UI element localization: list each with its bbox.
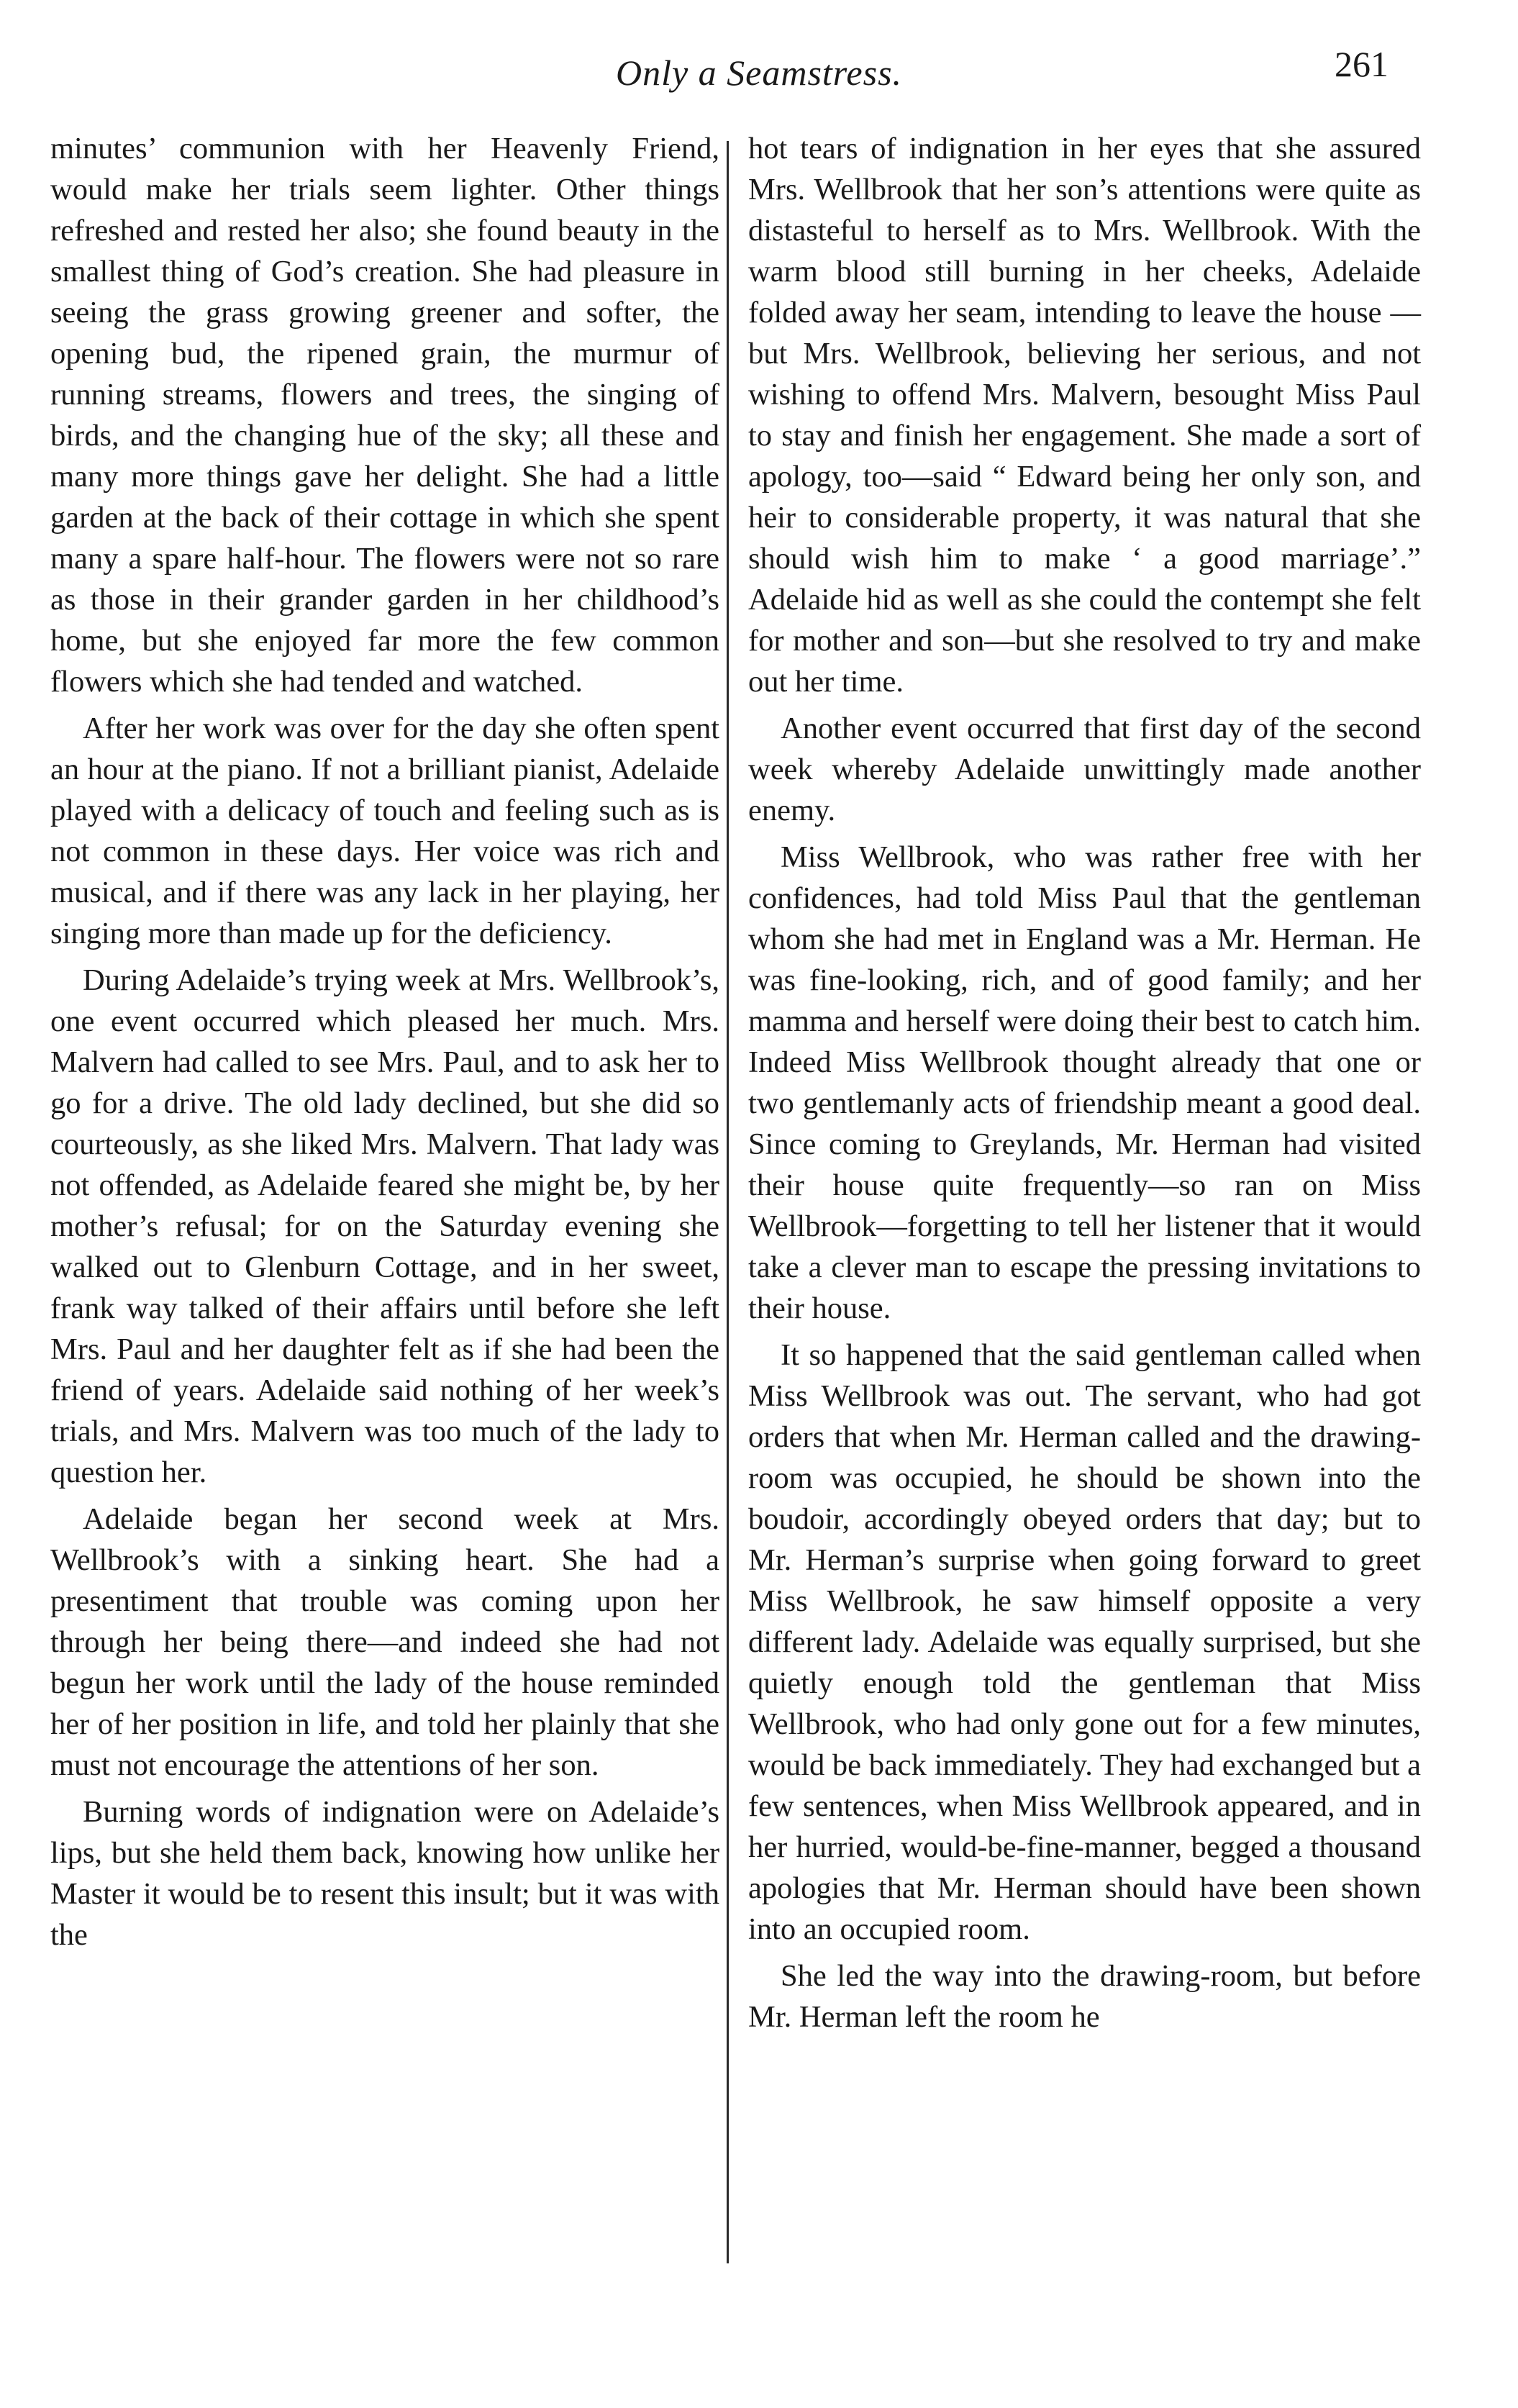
paragraph: It so happened that the said gentleman called when Miss Wellbrook was out. The servant, who had got orders that when Mr. Herman called and the drawing-room was occupied, he should be shown into the boudoir, accordingly obeyed orders that day; but to Mr. Herman’s surprise when going forward to greet Miss Wellbrook, he saw himself opposite a very different lady. Adelaide was equally surprised, but she quietly enough told the gentleman that Miss Wellbrook, who had only gone out for a few minutes, would be back immediately. They had exchanged but a few sentences, when Miss Wellbrook appeared, and in her hurried, would-be-fine-manner, begged a thousand apologies that Mr. Herman should have been shown into an occupied room. [748, 1338, 1421, 1946]
right-column [748, 128, 1421, 2043]
paragraph: She led the way into the drawing-room, but before Mr. Herman left the room he [748, 1959, 1421, 2034]
paragraph: Burning words of indignation were on Adelaide’s lips, but she held them back, knowing how unlike her Master it would be to resent this insult; but it was with the [50, 1795, 719, 1952]
paragraph: Miss Wellbrook, who was rather free with her confidences, had told Miss Paul that the gentleman whom she had met in England was a Mr. Herman. He was fine-looking, rich, and of good family; and her mamma and herself were doing their best to catch him. Indeed Miss Wellbrook thought already that one or two gentlemanly acts of friendship meant a good deal. Since coming to Greylands, Mr. Herman had visited their house quite frequently—so ran on Miss Wellbrook—forgetting to tell her listener that it would take a clever man to escape the pressing invitations to their house. [748, 840, 1421, 1325]
left-column [50, 128, 719, 1961]
paragraph: Another event occurred that first day of the second week whereby Adelaide unwittingly made another enemy. [748, 712, 1421, 827]
paragraph: minutes’ communion with her Heavenly Friend, would make her trials seem lighter. Other things refreshed and rested her also; she found beauty in the smallest thing of God’s creation. She had pleasure in seeing the grass growing greener and softer, the opening bud, the ripened grain, the murmur of running streams, flowers and trees, the singing of birds, and the changing hue of the sky; all these and many more things gave her delight. She had a little garden at the back of their cottage in which she spent many a spare half-hour. The flowers were not so rare as those in their grander garden in her childhood’s home, but she enjoyed far more the few common flowers which she had tended and watched. [50, 132, 719, 699]
column-divider [727, 141, 729, 2263]
running-title: Only a Seamstress. [615, 53, 903, 93]
paragraph: hot tears of indignation in her eyes that she assured Mrs. Wellbrook that her son’s attentions were quite as distasteful to herself as to Mrs. Wellbrook. With the warm blood still burning in her cheeks, Adelaide folded away her seam, intending to leave the house —but Mrs. Wellbrook, believing her serious, and not wishing to offend Mrs. Malvern, besought Miss Paul to stay and finish her engagement. She made a sort of apology, too—said “ Edward being her only son, and heir to considerable property, it was natural that she should wish him to make ‘ a good marriage’.” Adelaide hid as well as she could the contempt she felt for mother and son—but she resolved to try and make out her time. [748, 132, 1421, 699]
paragraph: Adelaide began her second week at Mrs. Wellbrook’s with a sinking heart. She had a presentiment that trouble was coming upon her through her being there—and indeed she had not begun her work until the lady of the house reminded her of her position in life, and told her plainly that she must not encourage the attentions of her son. [50, 1502, 719, 1782]
page-number: 261 [1335, 44, 1389, 84]
paragraph: After her work was over for the day she often spent an hour at the piano. If not a brilliant pianist, Adelaide played with a delicacy of touch and feeling such as is not common in these days. Her voice was rich and musical, and if there was any lack in her playing, her singing more than made up for the deficiency. [50, 712, 719, 950]
paragraph: During Adelaide’s trying week at Mrs. Wellbrook’s, one event occurred which pleased her much. Mrs. Malvern had called to see Mrs. Paul, and to ask her to go for a drive. The old lady declined, but she did so courteously, as she liked Mrs. Malvern. That lady was not offended, as Adelaide feared she might be, by her mother’s refusal; for on the Saturday evening she walked out to Glenburn Cottage, and in her sweet, frank way talked of their affairs until before she left Mrs. Paul and her daughter felt as if she had been the friend of years. Adelaide said nothing of her week’s trials, and Mrs. Malvern was too much of the lady to question her. [50, 963, 719, 1489]
